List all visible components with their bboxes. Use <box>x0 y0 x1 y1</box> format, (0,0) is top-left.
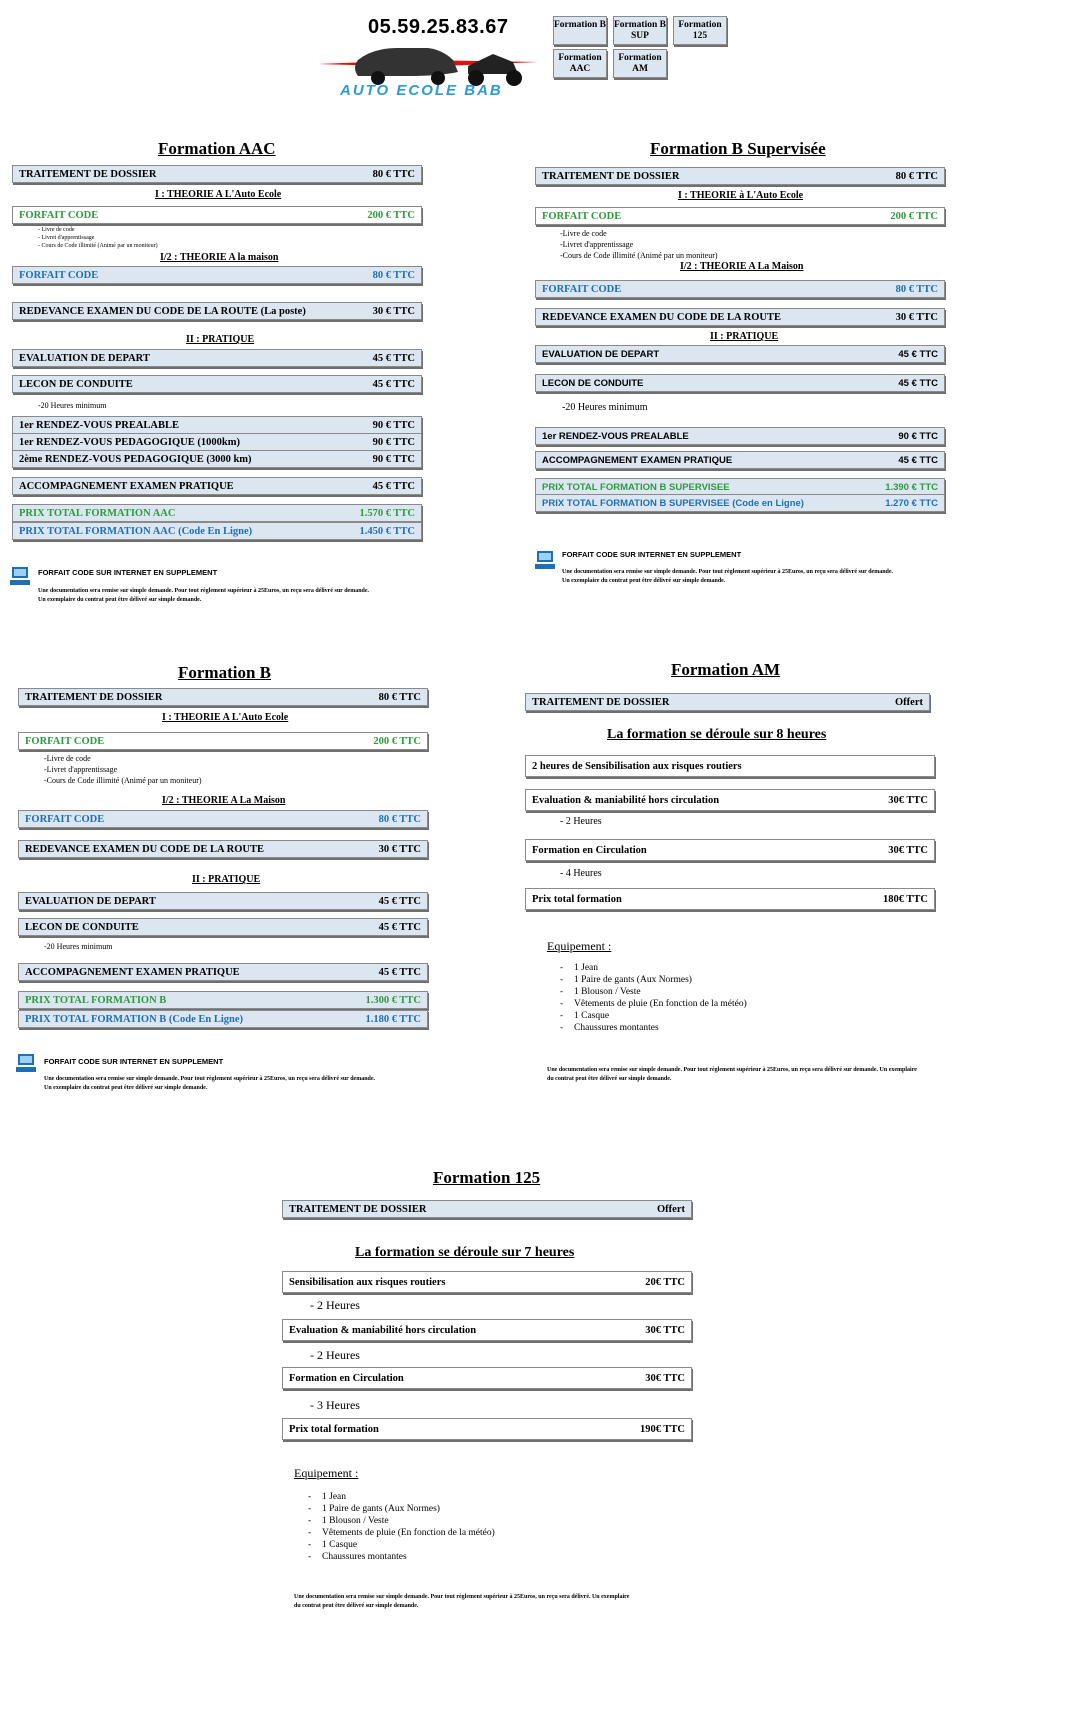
aac-title: Formation AAC <box>158 139 276 158</box>
nav-formation-am[interactable]: Formation AM <box>613 49 667 78</box>
phone-number: 05.59.25.83.67 <box>368 16 509 38</box>
b-doc-note: Une documentation sera remise sur simple demande. Pour tout règlement supérieur à 25Euros, un reçu sera délivré sur demande. Un exemplaire du contrat peut être délivré sur simple demande. <box>44 1076 376 1091</box>
b-total-row: PRIX TOTAL FORMATION B 1.300 € TTC <box>18 991 428 1009</box>
f125-sensib-row: Sensibilisation aux risques routiers 20€ TTC <box>282 1271 692 1293</box>
bsup-theory1: I : THEORIE à L'Auto Ecole <box>678 190 804 201</box>
aac-min-hours: -20 Heures minimum <box>38 401 107 410</box>
bsup-redevance-row: REDEVANCE EXAMEN DU CODE DE LA ROUTE 30 € TTC <box>535 308 945 326</box>
nav-formation-b-sup[interactable]: Formation B SUP <box>613 16 667 45</box>
bsup-doc-note: Une documentation sera remise sur simple demande. Pour tout règlement supérieur à 25Euros, un reçu sera délivré sur demande. Un exemplaire du contrat peut être délivré sur simple demande. <box>562 569 894 584</box>
aac-rdv1-row: 1er RENDEZ-VOUS PREALABLE 90 € TTC <box>12 416 422 434</box>
am-circ-note: - 4 Heures <box>560 868 602 879</box>
aac-total-online-row: PRIX TOTAL FORMATION AAC (Code En Ligne) 1.450 € TTC <box>12 522 422 540</box>
b-code2-row: FORFAIT CODE 80 € TTC <box>18 810 428 828</box>
computer-icon <box>10 566 32 586</box>
computer-icon <box>535 550 557 570</box>
aac-practice: II : PRATIQUE <box>186 334 255 345</box>
am-sensib-row: 2 heures de Sensibilisation aux risques routiers <box>525 755 935 777</box>
f125-dossier-row: TRAITEMENT DE DOSSIER Offert <box>282 1200 692 1218</box>
brand-name: AUTO ECOLE BAB <box>340 82 503 99</box>
f125-circ-note: - 3 Heures <box>310 1398 360 1412</box>
bsup-total-online-row: PRIX TOTAL FORMATION B SUPERVISEE (Code en Ligne) 1.270 € TTC <box>535 494 945 512</box>
bsup-min-hours: -20 Heures minimum <box>562 402 648 413</box>
am-subtitle: La formation se déroule sur 8 heures <box>607 727 827 742</box>
b-dossier-row: TRAITEMENT DE DOSSIER 80 € TTC <box>18 688 428 706</box>
aac-code-row: FORFAIT CODE 200 € TTC <box>12 206 422 224</box>
am-title: Formation AM <box>671 660 781 679</box>
nav-formation-b[interactable]: Formation B <box>553 16 607 45</box>
aac-promo: FORFAIT CODE SUR INTERNET EN SUPPLEMENT <box>38 568 218 577</box>
bsup-title: Formation B Supervisée <box>650 139 826 158</box>
am-dossier-row: TRAITEMENT DE DOSSIER Offert <box>525 693 930 711</box>
am-equip-list: - 1 Jean - 1 Paire de gants (Aux Normes) - 1 Blouson / Veste - Vêtements de pluie (En fonction de la météo) - 1 Casque - Chaussures montantes <box>560 962 747 1034</box>
f125-evalh-row: Evaluation & maniabilité hors circulation 30€ TTC <box>282 1319 692 1341</box>
b-lecon-row: LECON DE CONDUITE 45 € TTC <box>18 918 428 936</box>
aac-rdv2-row: 1er RENDEZ-VOUS PEDAGOGIQUE (1000km) 90 € TTC <box>12 433 422 451</box>
am-equip-title: Equipement : <box>547 939 612 953</box>
b-code-row: FORFAIT CODE 200 € TTC <box>18 732 428 750</box>
aac-code2-row: FORFAIT CODE 80 € TTC <box>12 266 422 284</box>
aac-lecon-row: LECON DE CONDUITE 45 € TTC <box>12 375 422 393</box>
aac-theory2: I/2 : THEORIE A la maison <box>160 252 279 263</box>
b-title: Formation B <box>178 663 272 682</box>
f125-circ-row: Formation en Circulation 30€ TTC <box>282 1367 692 1389</box>
am-circ-row: Formation en Circulation 30€ TTC <box>525 839 935 861</box>
b-min-hours: -20 Heures minimum <box>44 942 113 951</box>
bsup-promo: FORFAIT CODE SUR INTERNET EN SUPPLEMENT <box>562 550 742 559</box>
b-total-online-row: PRIX TOTAL FORMATION B (Code En Ligne) 1.180 € TTC <box>18 1010 428 1028</box>
aac-code-items: - Livre de code - Livret d'apprentissage - Cours de Code illimité (Animé par un moniteur) <box>38 227 158 249</box>
f125-total-row: Prix total formation 190€ TTC <box>282 1418 692 1440</box>
nav-formation-aac[interactable]: Formation AAC <box>553 49 607 78</box>
bsup-total-row: PRIX TOTAL FORMATION B SUPERVISEE 1.390 € TTC <box>535 478 945 496</box>
b-practice: II : PRATIQUE <box>192 874 261 885</box>
f125-sensib-note: - 2 Heures <box>310 1298 360 1312</box>
am-evalh-row: Evaluation & maniabilité hors circulation 30€ TTC <box>525 789 935 811</box>
nav-formation-125[interactable]: Formation 125 <box>673 16 727 45</box>
bsup-code2-row: FORFAIT CODE 80 € TTC <box>535 280 945 298</box>
aac-rdv3-row: 2ème RENDEZ-VOUS PEDAGOGIQUE (3000 km) 90 € TTC <box>12 450 422 468</box>
b-theory1: I : THEORIE A L'Auto Ecole <box>162 712 289 723</box>
f125-title: Formation 125 <box>433 1168 541 1187</box>
b-code-items: -Livre de code -Livret d'apprentissage -Cours de Code illimité (Animé par un moniteur) <box>44 754 202 785</box>
aac-eval-row: EVALUATION DE DEPART 45 € TTC <box>12 349 422 367</box>
b-promo: FORFAIT CODE SUR INTERNET EN SUPPLEMENT <box>44 1057 224 1066</box>
bsup-theory2: I/2 : THEORIE A La Maison <box>680 261 804 272</box>
computer-icon <box>16 1053 38 1073</box>
aac-theory1: I : THEORIE A L'Auto Ecole <box>155 189 282 200</box>
aac-dossier-row: TRAITEMENT DE DOSSIER 80 € TTC <box>12 165 422 183</box>
bsup-eval-row: EVALUATION DE DEPART 45 € TTC <box>535 345 945 363</box>
f125-equip-list: - 1 Jean - 1 Paire de gants (Aux Normes) - 1 Blouson / Veste - Vêtements de pluie (En fonction de la météo) - 1 Casque - Chaussures montantes <box>308 1491 495 1563</box>
bsup-code-row: FORFAIT CODE 200 € TTC <box>535 207 945 225</box>
b-accomp-row: ACCOMPAGNEMENT EXAMEN PRATIQUE 45 € TTC <box>18 963 428 981</box>
bsup-lecon-row: LECON DE CONDUITE 45 € TTC <box>535 374 945 392</box>
bsup-rdv1-row: 1er RENDEZ-VOUS PREALABLE 90 € TTC <box>535 427 945 445</box>
f125-evalh-note: - 2 Heures <box>310 1348 360 1362</box>
b-theory2: I/2 : THEORIE A La Maison <box>162 795 286 806</box>
f125-equip-title: Equipement : <box>294 1466 359 1480</box>
am-doc-note: Une documentation sera remise sur simple demande. Pour tout règlement supérieur à 25Euros, un reçu sera délivré sur demande. Un exemplaire du contrat peut être délivré sur simple demande. <box>547 1067 917 1082</box>
bsup-dossier-row: TRAITEMENT DE DOSSIER 80 € TTC <box>535 167 945 185</box>
bsup-code-items: -Livre de code -Livret d'apprentissage -Cours de Code illimité (Animé par un moniteur) <box>560 229 718 260</box>
bsup-accomp-row: ACCOMPAGNEMENT EXAMEN PRATIQUE 45 € TTC <box>535 451 945 469</box>
bsup-practice: II : PRATIQUE <box>710 331 779 342</box>
aac-redevance-row: REDEVANCE EXAMEN DU CODE DE LA ROUTE (La poste) 30 € TTC <box>12 302 422 320</box>
am-evalh-note: - 2 Heures <box>560 816 602 827</box>
logo <box>318 14 538 104</box>
aac-total-row: PRIX TOTAL FORMATION AAC 1.570 € TTC <box>12 504 422 522</box>
f125-subtitle: La formation se déroule sur 7 heures <box>355 1245 575 1260</box>
b-redevance-row: REDEVANCE EXAMEN DU CODE DE LA ROUTE 30 € TTC <box>18 840 428 858</box>
b-eval-row: EVALUATION DE DEPART 45 € TTC <box>18 892 428 910</box>
aac-doc-note: Une documentation sera remise sur simple demande. Pour tout règlement supérieur à 25Euros, un reçu sera délivré sur demande. Un exemplaire du contrat peut être délivré sur simple demande. <box>38 588 370 603</box>
aac-accomp-row: ACCOMPAGNEMENT EXAMEN PRATIQUE 45 € TTC <box>12 477 422 495</box>
f125-doc-note: Une documentation sera remise sur simple demande. Pour tout règlement supérieur à 25Euros, un reçu sera délivré. Un exemplaire du contrat peut être délivré sur simple demande. <box>294 1594 630 1609</box>
am-total-row: Prix total formation 180€ TTC <box>525 888 935 910</box>
